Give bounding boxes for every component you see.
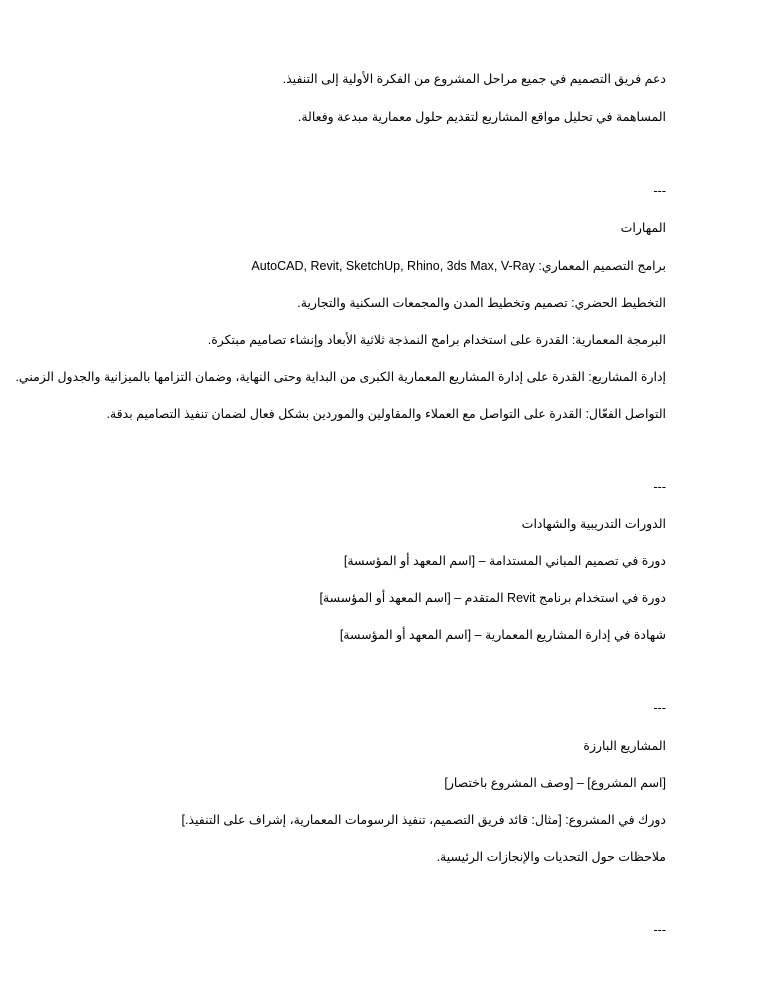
course-advanced-revit: دورة في استخدام برنامج Revit المتقدم – [اسم المعهد أو المؤسسة] [319, 591, 666, 605]
skill-project-management: إدارة المشاريع: القدرة على إدارة المشاريع المعمارية الكبرى من البداية وحتى النهاية، وضمان التزامها بالميزانية والجدول الزمني. [15, 370, 666, 384]
section-separator: --- [653, 923, 666, 937]
section-separator: --- [653, 184, 666, 198]
skill-architectural-programming: البرمجة المعمارية: القدرة على استخدام برامج النمذجة ثلاثية الأبعاد وإنشاء تصاميم مبتكرة. [207, 333, 666, 347]
section-heading-courses: الدورات التدريبية والشهادات [521, 517, 666, 531]
skill-design-software: برامج التصميم المعماري: AutoCAD, Revit, SketchUp, Rhino, 3ds Max, V-Ray [251, 259, 666, 273]
certificate-project-management: شهادة في إدارة المشاريع المعمارية – [اسم المعهد أو المؤسسة] [339, 628, 666, 642]
text-line-site-analysis: المساهمة في تحليل مواقع المشاريع لتقديم حلول معمارية مبدعة وفعالة. [297, 110, 666, 124]
section-separator: --- [653, 480, 666, 494]
section-heading-projects: المشاريع البارزة [583, 739, 666, 753]
project-notes: ملاحظات حول التحديات والإنجازات الرئيسية. [436, 850, 666, 864]
skill-communication: التواصل الفعّال: القدرة على التواصل مع العملاء والمقاولين والموردين بشكل فعال لضمان تنفيذ التصاميم بدقة. [106, 407, 666, 421]
project-role: دورك في المشروع: [مثال: قائد فريق التصميم، تنفيذ الرسومات المعمارية، إشراف على التنفيذ.] [181, 813, 666, 827]
text-line-support-team: دعم فريق التصميم في جميع مراحل المشروع من الفكرة الأولية إلى التنفيذ. [282, 72, 666, 86]
section-heading-skills: المهارات [620, 221, 666, 235]
course-sustainable-buildings: دورة في تصميم المباني المستدامة – [اسم المعهد أو المؤسسة] [343, 554, 666, 568]
skill-urban-planning: التخطيط الحضري: تصميم وتخطيط المدن والمجمعات السكنية والتجارية. [297, 296, 666, 310]
project-name-description: [اسم المشروع] – [وصف المشروع باختصار] [444, 776, 666, 790]
section-separator: --- [653, 701, 666, 715]
